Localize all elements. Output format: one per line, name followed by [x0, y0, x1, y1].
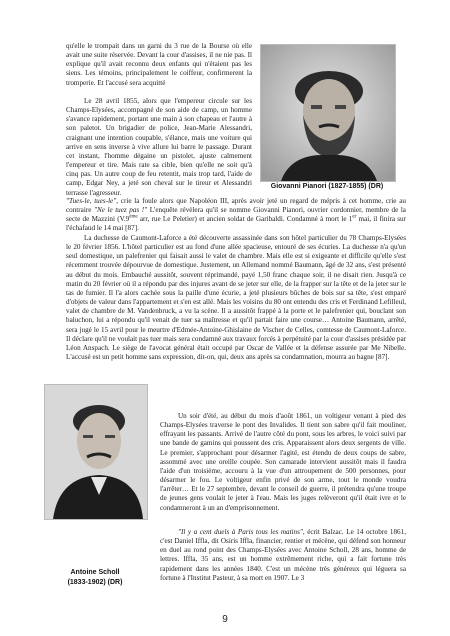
paragraph-intro: qu'elle le trompait dans un garni du 3 rue de la Bourse où elle avait une suite réservée. Devant la cour d'assises, il ne nie pas. Il explique qu'il avait reconnu deux enfants qui n'étaient pas les siens. Les témoins, principalement le coiffeur, confirmerent la tromperie. Et l'accusé sera acquitté	[66, 42, 252, 87]
text-segment: arr, rue Le Peletier) et ancien soldat de Garibaldi. Condamné à mort le 1	[137, 215, 353, 224]
superscript-eme: ème	[129, 214, 138, 220]
page-number: 9	[222, 614, 228, 625]
text-segment: , écrit Balzac. Le 14 octobre 1861, c'est Daniel Iffla, dit Osiris Iffla, financier, rentier et mécène, qui défend son honneur en duel au rond point des Champs-Elysées avec Antoine Scholl, 28 ans, homme de lettres. Iffla, 35 ans, est un homme extrêmement riche, qui a fait fortune très rapidement dans les années 1840. C'est un mécène très généreux qui léguera sa fortune à l'Institut Pasteur, à sa mort en 1907. Le 3	[160, 528, 406, 582]
paragraph-pianori-continued	[66, 197, 406, 234]
pianori-portrait	[260, 44, 396, 182]
paragraph-duel	[160, 528, 406, 583]
text-segment: L'enquête révèlera qu'il se nomme Giovanni Pianori, ouvrier cordonnier, membre de la secte de Mazzini (V.	[66, 206, 406, 224]
quote-ne-le-tuez-pas: "Ne le tuez pas !"	[93, 206, 148, 215]
paragraph-caumont-laforce: La duchesse de Caumont-Laforce a été découverte assassinée dans son hôtel particulier du 78 Champs-Elysées le 20 février 1856. L'hôtel particulier est au fond d'une allée spacieuse, entouré de ses écuries. La duchesse n'a qu'un seul domestique, un palefrenier qui faisait aussi le valet de chambre. Mais elle est si exigeante et difficile qu'elle s'est récemment trouvée dépourvue de domestique. Justement, un Allemand nommé Baumann, âgé de 32 ans, s'est présenté au début du mois. Embauché aussitôt, souvent réprimandé, payé 1,50 franc chaque soir, il ne disait rien. Jusqu'à ce matin du 20 février où il a répondu par des injures avant de se jeter sur elle, de la frapper sur la tête et de la jeter sur le tas de fumier. Il l'a alors cachée sous la paille d'une écurie, a jeté plusieurs bûches de bois sur sa tête, s'est emparé d'objets de valeur dans l'appartement et s'en est allé. Mais les voisins du 80 ont entendu des cris et Ferdinand Lefilleul, valet de chambre de M. Vandenbruck, a vu la scène. Il a aussitôt frappé à la porte et le palefrenier qui, bouclant son baluchon, lui a répondu qu'il venait de tuer sa maîtresse et qu'il partait faire une course… Antoine Baumann, arrêté, sera jugé le 15 avril pour le meurtre d'Edmée-Antoine-Ghislaine de Vischer de Celles, comtesse de Caumont-Laforce. Il déclare qu'il ne voulait pas tuer mais sera condamné aux travaux forcés à perpétuité par la cour d'assises présidée par Léon Anspach. Le siège de l'avocat général était occupé par Oscar de Vallée et la défense assurée par Me Nibelle. L'accusé est un petit homme sans expression, dit-on, qui, deux ans après sa condamnation, mourra au bagne [87].	[66, 234, 406, 362]
quote-tues-le: "Tues-le, tues-le"	[66, 197, 117, 205]
pianori-portrait-image	[261, 45, 395, 181]
quote-balzac: "Il y a cent duels à Paris tous les matins"	[178, 528, 303, 536]
scholl-caption-name: Antoine Scholl	[70, 569, 120, 576]
text-segment: , crie la foule alors que Napoléon III, après avoir jeté un regard de mépris à cet homme, crie au contraire	[66, 197, 407, 215]
paragraph-pianori: Le 28 avril 1855, alors que l'empereur circule sur les Champs-Elysées, accompagné de son aide de camp, un homme s'avance rapidement, portant une main à son chapeau et l'autre à son paletot. Un brigadier de police, Jean-Marie Alessandri, craignant une intention coupable, s'élance, mais une voiture qui arrive en sens inverse à vive allure lui barre le passage. Durant cet instant, l'homme dégaine un pistolet, ajuste calmement l'empereur et tire. Mais rate sa cible, bien qu'elle ne soit qu'à cinq pas. Un autre coup de feu retentit, mais trop tard, l'aide de camp, Edgar Ney, a jeté son cheval sur le tireur et Alessandri terrasse l'agresseur.	[66, 97, 252, 197]
scholl-caption-dates: (1833-1902) (DR)	[67, 579, 123, 586]
paragraph-voltigeur: Un soir d'été, au début du mois d'août 1861, un voltigeur venant à pied des Champs-Elysées traverse le pont des Invalides. Il tient son sabre qu'il fait mouliner, effrayant les passants. Arrivé de l'autre côté du pont, sous les arbres, le voici suivi par une bande de gamins qui poussent des cris. Apparaissent alors deux sergents de ville. Le premier, s'approchant pour désarmer l'agité, est étendu de deux coups de sabre, assommé avec une oreille coupée. Son camarade intervient aussitôt mais il faudra l'aide d'un troisième, accouru à la vue d'un attroupement de 500 personnes, pour désarmer le fou. Le voltigeur enfin privé de son arme, tout le monde voudra l'arrêter… Et le 27 septembre, devant le conseil de guerre, il prétendra qu'une troupe de jeunes gens voulait le jeter à l'eau. Mais les juges relèveront qu'il était ivre et le condamneront à un an d'emprisonnement.	[160, 412, 406, 512]
text-segment: mai, il finira sur l'échafaud le 14 mai [87].	[66, 215, 406, 233]
scholl-portrait-image	[45, 385, 147, 519]
scholl-portrait	[44, 384, 148, 520]
superscript-er: er	[352, 214, 357, 220]
text-segment: 9	[125, 215, 130, 224]
pianori-caption: Giovanni Pianori (1827-1855) (DR)	[270, 183, 384, 190]
